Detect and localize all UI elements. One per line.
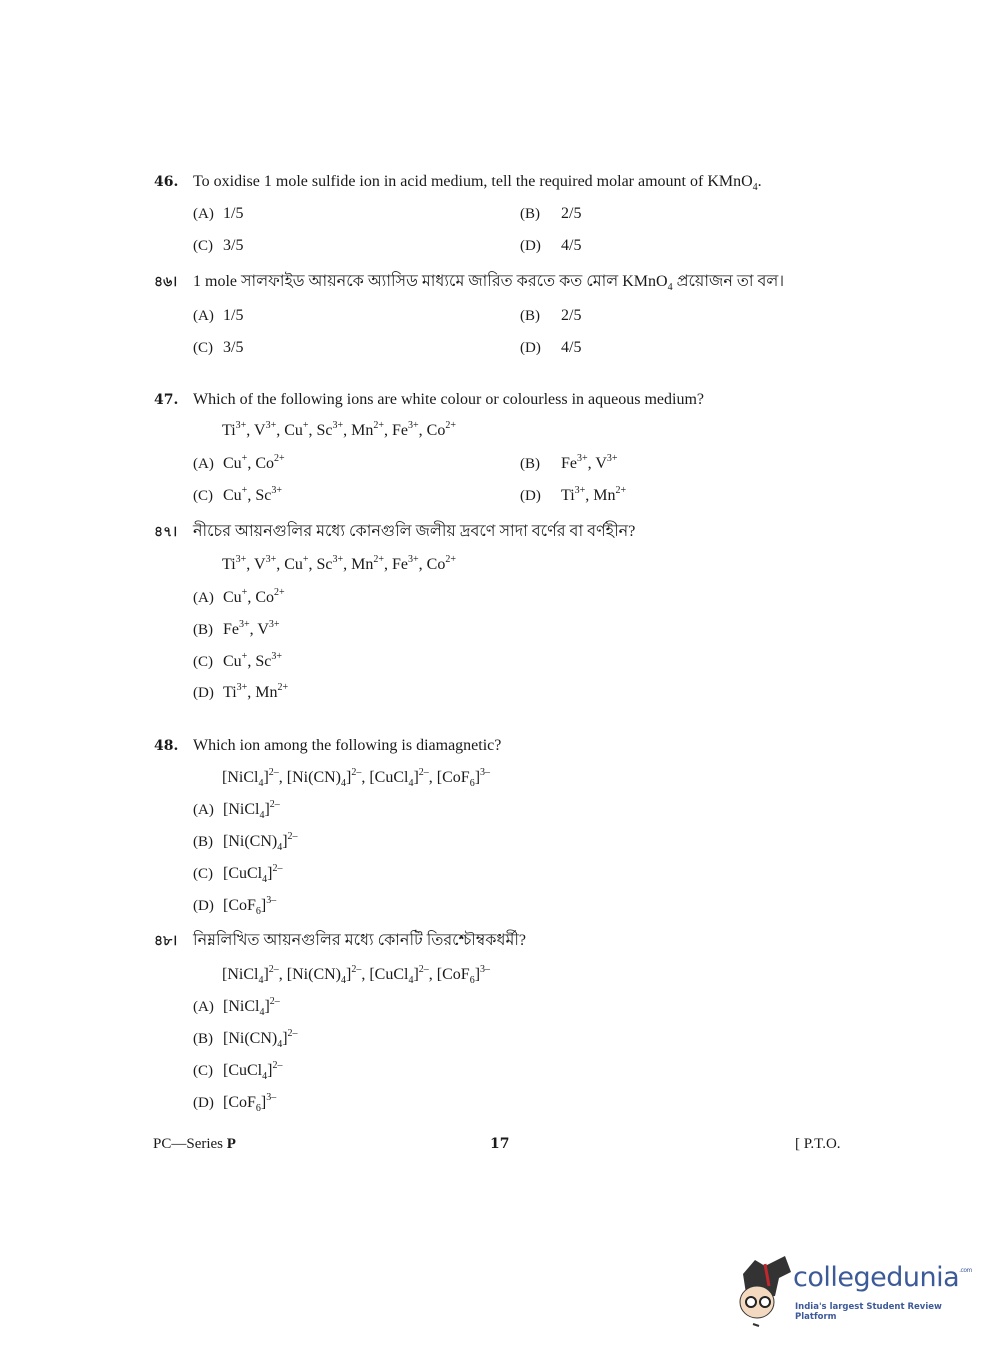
- option-label: (D): [193, 685, 214, 701]
- formula-text: ]: [264, 801, 270, 818]
- formula-text: .: [757, 173, 762, 190]
- formula-text: ]: [264, 998, 270, 1015]
- option-label: (D): [520, 488, 541, 504]
- option-label: (C): [193, 488, 213, 504]
- formula-sub: 4: [258, 975, 264, 986]
- collegedunia-logo: [735, 1252, 972, 1327]
- formula-sup: 3+: [265, 420, 277, 431]
- formula-sup: 3–: [480, 767, 491, 778]
- option-label: (A): [193, 308, 214, 324]
- formula-sup: 2–: [268, 767, 279, 778]
- formula-text: , [Ni(CN): [278, 769, 341, 786]
- question-text: [193, 173, 762, 191]
- formula-sub: 4: [259, 810, 265, 821]
- formula-sub: 4: [262, 1071, 268, 1082]
- formula-sub: 6: [469, 975, 475, 986]
- formula-sup: 2–: [418, 767, 429, 778]
- formula-sup: 2+: [373, 554, 385, 565]
- formula-text: Ti: [561, 487, 575, 504]
- formula-text: 3/5: [223, 339, 244, 356]
- formula-sub: 4: [259, 1007, 265, 1018]
- question-text: [193, 273, 784, 291]
- formula-text: 1/5: [223, 205, 244, 222]
- formula-sub: 4: [408, 975, 414, 986]
- formula-sup: 3+: [235, 420, 247, 431]
- formula-sup: 2+: [277, 682, 289, 693]
- option-value: [561, 205, 581, 223]
- formula-sup: 3+: [408, 420, 419, 431]
- formula-text: , Sc: [308, 556, 333, 573]
- formula-text: , V: [249, 621, 269, 638]
- option-label: (B): [520, 206, 540, 222]
- ion-list: [222, 966, 490, 984]
- formula-text: , Cu: [276, 422, 303, 439]
- formula-sup: 2+: [445, 554, 456, 565]
- question-number: 48.: [154, 738, 179, 754]
- formula-text: [CuCl: [223, 1062, 263, 1079]
- page-number: 17: [490, 1136, 510, 1152]
- formula-sup: 2–: [269, 799, 280, 810]
- formula-text: , Fe: [384, 556, 409, 573]
- formula-sup: 3+: [265, 554, 277, 565]
- option-value: [561, 487, 626, 505]
- formula-sup: 3–: [266, 895, 277, 906]
- option-value: [223, 897, 276, 915]
- option-value: [223, 237, 243, 255]
- formula-text: [NiCl: [223, 801, 260, 818]
- formula-sup: +: [302, 554, 309, 565]
- formula-sup: 3+: [606, 453, 618, 464]
- formula-text: [Ni(CN): [223, 1030, 278, 1047]
- formula-sup: 2–: [272, 1060, 283, 1071]
- series-label: PC—Series: [153, 1136, 227, 1152]
- formula-text: ]: [267, 865, 273, 882]
- formula-text: 3/5: [223, 237, 244, 254]
- formula-text: , Fe: [384, 422, 409, 439]
- formula-text: ]: [260, 897, 267, 914]
- formula-text: , Cu: [276, 556, 303, 573]
- option-label: (A): [193, 590, 214, 606]
- formula-sup: 3+: [239, 619, 250, 630]
- question-number: ৪৬।: [154, 274, 178, 290]
- formula-text: [NiCl: [222, 966, 259, 983]
- formula-sup: 3–: [480, 964, 491, 975]
- formula-sup: 3+: [271, 485, 282, 496]
- option-value: [223, 307, 243, 325]
- formula-sup: 3–: [266, 1092, 277, 1103]
- formula-sup: 3+: [236, 682, 248, 693]
- formula-text: Ti: [223, 684, 237, 701]
- formula-text: 1 mole সালফাইড আয়নকে অ্যাসিড মাধ্যমে জারিত করতে কত মোল KMnO: [193, 273, 668, 290]
- formula-sub: 4: [341, 778, 346, 789]
- formula-sup: 2+: [273, 587, 285, 598]
- formula-text: 4/5: [561, 339, 582, 356]
- formula-sub: 6: [255, 906, 261, 917]
- formula-text: [NiCl: [222, 769, 259, 786]
- formula-text: Which ion among the following is diamagnetic?: [193, 737, 502, 754]
- formula-sup: 2–: [351, 964, 362, 975]
- option-label: (D): [193, 1095, 214, 1111]
- option-label: (B): [193, 1031, 213, 1047]
- logo-brand: collegedunia: [793, 1262, 960, 1293]
- formula-text: ]: [413, 769, 419, 786]
- formula-text: ]: [474, 769, 481, 786]
- option-value: [223, 833, 298, 851]
- formula-text: ]: [474, 966, 481, 983]
- formula-sup: 2–: [268, 964, 279, 975]
- question-number: ৪৭।: [154, 524, 178, 540]
- formula-sup: +: [241, 453, 248, 464]
- question-text: [193, 523, 635, 541]
- formula-text: Cu: [223, 487, 242, 504]
- formula-text: [CoF: [223, 897, 256, 914]
- formula-sup: 3+: [574, 485, 586, 496]
- question-number: ৪৮।: [154, 933, 178, 949]
- question-number: 46.: [154, 174, 179, 190]
- formula-sup: 2+: [373, 420, 385, 431]
- formula-text: , Co: [247, 455, 274, 472]
- option-value: [561, 237, 581, 255]
- option-label: (A): [193, 802, 214, 818]
- formula-text: , [Ni(CN): [278, 966, 341, 983]
- option-value: [223, 339, 243, 357]
- option-label: (C): [193, 866, 213, 882]
- formula-text: Ti: [222, 422, 236, 439]
- formula-text: ]: [263, 769, 269, 786]
- ion-list: [222, 422, 456, 440]
- option-label: (D): [520, 238, 541, 254]
- formula-text: Ti: [222, 556, 236, 573]
- formula-sup: +: [241, 587, 248, 598]
- formula-text: প্রয়োজন তা বল।: [672, 273, 785, 290]
- formula-text: [CoF: [223, 1094, 256, 1111]
- formula-text: ]: [282, 1030, 288, 1047]
- formula-text: [Ni(CN): [223, 833, 278, 850]
- formula-sub: 4: [667, 282, 673, 293]
- option-value: [561, 307, 581, 325]
- formula-text: , Mn: [343, 422, 374, 439]
- formula-text: , Sc: [308, 422, 333, 439]
- formula-text: [CuCl: [223, 865, 263, 882]
- formula-sub: 4: [341, 975, 346, 986]
- formula-text: Fe: [561, 455, 577, 472]
- option-label: (B): [520, 456, 540, 472]
- option-value: [561, 339, 581, 357]
- option-value: [223, 998, 280, 1016]
- formula-sub: 6: [255, 1103, 261, 1114]
- formula-sup: 2+: [273, 453, 285, 464]
- question-number: 47.: [154, 392, 179, 408]
- option-value: [223, 589, 285, 607]
- formula-text: , Co: [418, 556, 446, 573]
- formula-sup: 2–: [272, 863, 283, 874]
- question-text: [193, 932, 526, 950]
- formula-sup: 2+: [445, 420, 456, 431]
- formula-text: , Mn: [247, 684, 278, 701]
- formula-sub: 4: [752, 182, 758, 193]
- formula-sub: 4: [277, 1039, 283, 1050]
- formula-text: [NiCl: [223, 998, 260, 1015]
- option-value: [223, 801, 280, 819]
- logo-tagline: India's largest Student Review Platform: [795, 1302, 942, 1322]
- formula-sup: 2–: [418, 964, 429, 975]
- option-label: (B): [193, 622, 213, 638]
- formula-sub: 4: [277, 842, 283, 853]
- ion-list: [222, 556, 456, 574]
- formula-text: নীচের আয়নগুলির মধ্যে কোনগুলি জলীয় দ্রবণে সাদা বর্ণের বা বর্ণহীন?: [193, 523, 636, 540]
- option-label: (A): [193, 999, 214, 1015]
- option-label: (D): [520, 340, 541, 356]
- formula-text: Which of the following ions are white colour or colourless in aqueous medium?: [193, 391, 704, 408]
- formula-text: , Mn: [585, 487, 616, 504]
- option-label: (B): [193, 834, 213, 850]
- formula-sup: +: [302, 420, 309, 431]
- option-value: [223, 455, 285, 473]
- formula-text: ]: [267, 1062, 273, 1079]
- formula-text: , Co: [247, 589, 274, 606]
- option-value: [223, 621, 280, 639]
- formula-text: ]: [282, 833, 288, 850]
- formula-sup: 2–: [287, 1028, 298, 1039]
- formula-text: Cu: [223, 653, 242, 670]
- formula-text: , Sc: [247, 487, 272, 504]
- formula-text: , [CuCl: [361, 769, 409, 786]
- formula-sup: 3+: [332, 554, 344, 565]
- footer-series: [153, 1135, 236, 1153]
- option-label: (A): [193, 206, 214, 222]
- formula-text: ]: [413, 966, 419, 983]
- formula-sup: 2+: [615, 485, 627, 496]
- formula-sup: +: [241, 485, 248, 496]
- formula-text: নিম্নলিখিত আয়নগুলির মধ্যে কোনটি তিরশ্চৌম্বকধর্মী?: [193, 932, 527, 949]
- formula-text: , Co: [418, 422, 446, 439]
- formula-sup: 3+: [271, 651, 282, 662]
- formula-sup: 3+: [577, 453, 588, 464]
- formula-sup: 2–: [269, 996, 280, 1007]
- option-value: [223, 487, 282, 505]
- formula-text: Fe: [223, 621, 239, 638]
- option-label: (C): [193, 1063, 213, 1079]
- formula-text: 2/5: [561, 205, 582, 222]
- formula-text: , Sc: [247, 653, 272, 670]
- option-value: [223, 1062, 282, 1080]
- option-label: (C): [193, 340, 213, 356]
- formula-text: Cu: [223, 455, 242, 472]
- pto-note: [ P.T.O.: [795, 1136, 841, 1152]
- option-value: [223, 205, 243, 223]
- formula-text: , V: [246, 422, 266, 439]
- option-label: (B): [520, 308, 540, 324]
- formula-text: 4/5: [561, 237, 582, 254]
- option-value: [223, 865, 282, 883]
- formula-text: Cu: [223, 589, 242, 606]
- formula-text: ]: [263, 966, 269, 983]
- logo-dotcom: .com: [959, 1267, 972, 1274]
- option-value: [223, 1030, 298, 1048]
- formula-text: , [CuCl: [361, 966, 409, 983]
- formula-text: ]: [260, 1094, 267, 1111]
- question-text: [193, 391, 704, 409]
- formula-text: , [CoF: [428, 769, 470, 786]
- formula-sub: 4: [258, 778, 264, 789]
- option-label: (A): [193, 456, 214, 472]
- option-value: [223, 653, 282, 671]
- option-value: [223, 1094, 276, 1112]
- formula-sup: 3+: [235, 554, 247, 565]
- formula-text: , Mn: [343, 556, 374, 573]
- formula-text: ]: [346, 966, 352, 983]
- question-text: [193, 737, 501, 755]
- formula-sup: +: [241, 651, 248, 662]
- formula-text: 2/5: [561, 307, 582, 324]
- formula-sup: 3+: [268, 619, 280, 630]
- formula-sub: 6: [469, 778, 475, 789]
- ion-list: [222, 769, 490, 787]
- option-label: (C): [193, 654, 213, 670]
- formula-text: , [CoF: [428, 966, 470, 983]
- formula-text: To oxidise 1 mole sulfide ion in acid medium, tell the required molar amount of KMnO: [193, 173, 753, 190]
- formula-sub: 4: [262, 874, 268, 885]
- formula-sup: 3+: [332, 420, 344, 431]
- formula-sup: 2–: [351, 767, 362, 778]
- option-label: (C): [193, 238, 213, 254]
- mascot-icon: [735, 1252, 795, 1327]
- formula-text: 1/5: [223, 307, 244, 324]
- formula-sup: 2–: [287, 831, 298, 842]
- option-label: (D): [193, 898, 214, 914]
- formula-text: , V: [246, 556, 266, 573]
- formula-text: , V: [587, 455, 607, 472]
- formula-text: ]: [346, 769, 352, 786]
- formula-sup: 3+: [408, 554, 419, 565]
- series-letter: P: [226, 1136, 236, 1152]
- formula-sub: 4: [408, 778, 414, 789]
- option-value: [561, 455, 618, 473]
- option-value: [223, 684, 288, 702]
